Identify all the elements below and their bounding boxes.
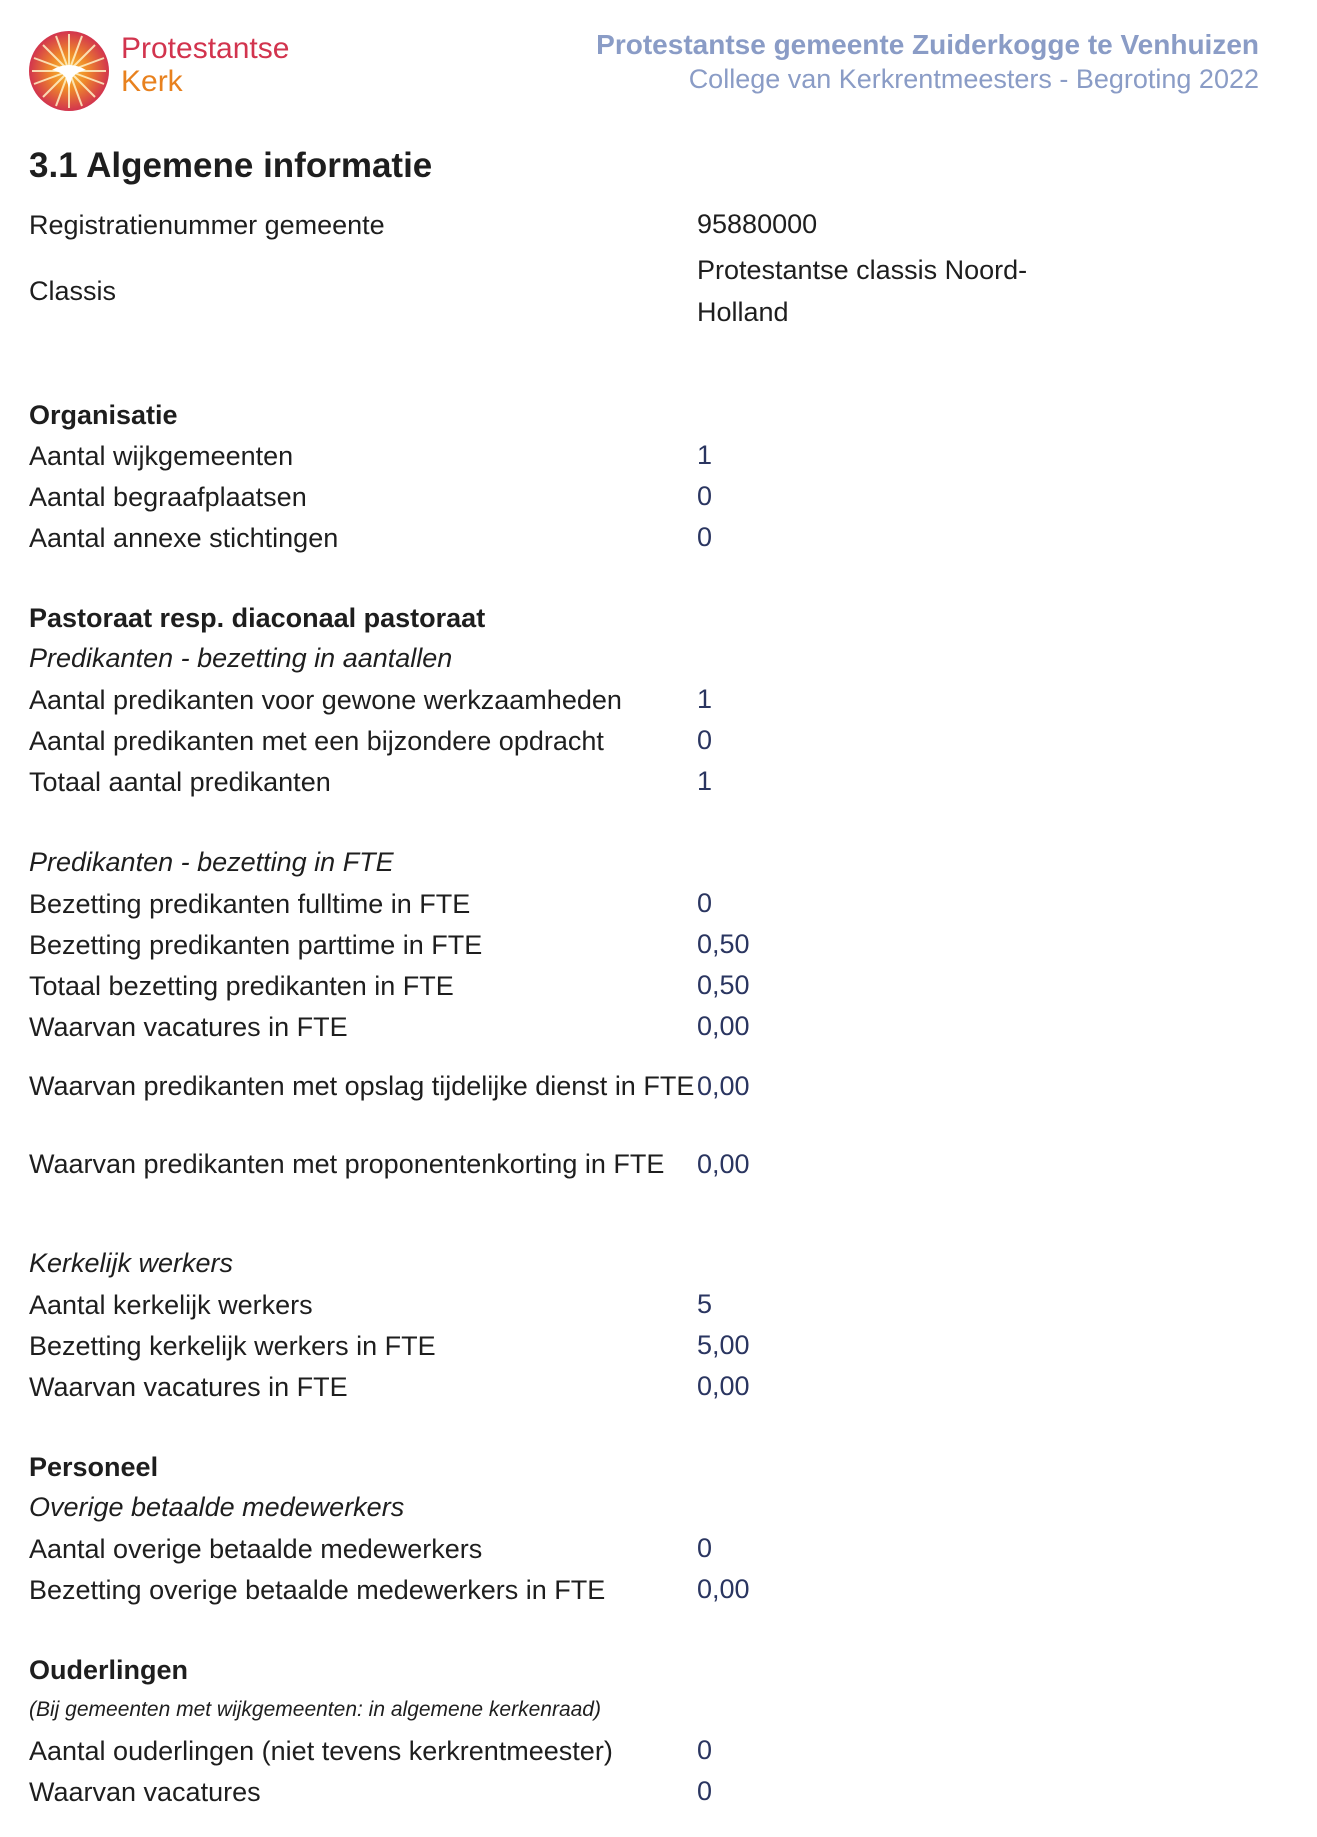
protestantse-kerk-logo-icon <box>28 30 110 112</box>
row-value: 0,50 <box>697 970 750 1000</box>
page-header <box>0 0 1317 130</box>
row-label: Totaal bezetting predikanten in FTE <box>29 970 454 1001</box>
row-value: 0 <box>697 888 713 918</box>
row-label: Aantal predikanten voor gewone werkzaamheden <box>29 684 622 715</box>
classis-row <box>29 247 1269 335</box>
document-subtitle: College van Kerkrentmeesters - Begroting 2022 <box>688 64 1259 94</box>
row-label: Waarvan predikanten met proponentenkorting in FTE <box>29 1148 665 1179</box>
row-label: Aantal predikanten met een bijzondere opdracht <box>29 725 604 756</box>
ouderlingen-note: (Bij gemeenten met wijkgemeenten: in algemene kerkenraad) <box>29 1698 601 1721</box>
row-label: Aantal overige betaalde medewerkers <box>29 1533 483 1564</box>
table-row <box>29 720 1269 761</box>
table-row <box>29 1569 1269 1610</box>
organisatie-list <box>29 435 1269 558</box>
page-title: 3.1 Algemene informatie <box>29 146 433 185</box>
organization-title: Protestantse gemeente Zuiderkogge te Venhuizen <box>596 29 1259 60</box>
table-row <box>29 1366 1269 1407</box>
ouderlingen-heading: Ouderlingen <box>29 1655 189 1685</box>
row-label: Aantal ouderlingen (niet tevens kerkrentmeester) <box>29 1735 613 1766</box>
table-row <box>29 476 1269 517</box>
table-row <box>29 883 1269 924</box>
row-label: Bezetting predikanten fulltime in FTE <box>29 888 471 919</box>
organisatie-heading: Organisatie <box>29 400 178 430</box>
row-label: Aantal annexe stichtingen <box>29 522 339 553</box>
table-row <box>29 761 1269 802</box>
table-row <box>29 1047 1269 1125</box>
row-value: 0 <box>697 481 713 511</box>
row-value: 1 <box>697 766 713 796</box>
table-row <box>29 924 1269 965</box>
table-row <box>29 517 1269 558</box>
predikanten-fte-subheading: Predikanten - bezetting in FTE <box>29 847 394 877</box>
kerkelijk-werkers-subheading: Kerkelijk werkers <box>29 1248 234 1278</box>
pastoraat-heading: Pastoraat resp. diaconaal pastoraat <box>29 603 486 633</box>
table-row <box>29 435 1269 476</box>
row-label: Waarvan vacatures <box>29 1776 261 1807</box>
table-row <box>29 1730 1269 1771</box>
classis-value: Protestantse classis Noord-Holland <box>697 255 1028 327</box>
row-label: Totaal aantal predikanten <box>29 766 331 797</box>
table-row <box>29 1528 1269 1569</box>
predikanten-aantallen-subheading: Predikanten - bezetting in aantallen <box>29 643 453 673</box>
row-value: 0 <box>697 1776 713 1806</box>
table-row <box>29 1125 1269 1203</box>
row-value: 0,00 <box>697 1070 750 1101</box>
row-label: Aantal kerkelijk werkers <box>29 1289 313 1320</box>
table-row <box>29 1325 1269 1366</box>
row-label: Waarvan vacatures in FTE <box>29 1011 348 1042</box>
row-label: Aantal begraafplaatsen <box>29 481 307 512</box>
logo-line1: Protestantse <box>121 32 290 65</box>
overige-medewerkers-subheading: Overige betaalde medewerkers <box>29 1492 405 1522</box>
row-label: Waarvan predikanten met opslag tijdelijke dienst in FTE <box>29 1070 695 1101</box>
row-value: 1 <box>697 440 713 470</box>
registration-value: 95880000 <box>697 209 818 239</box>
header-info <box>596 28 1259 96</box>
table-row <box>29 1284 1269 1325</box>
registration-label: Registratienummer gemeente <box>29 209 385 240</box>
classis-label: Classis <box>29 276 117 306</box>
row-label: Bezetting overige betaalde medewerkers in FTE <box>29 1574 606 1605</box>
table-row <box>29 1006 1269 1047</box>
table-row <box>29 679 1269 720</box>
row-value: 5 <box>697 1289 713 1319</box>
row-label: Waarvan vacatures in FTE <box>29 1371 348 1402</box>
registration-row <box>29 204 1269 245</box>
row-value: 0,00 <box>697 1574 750 1604</box>
row-value: 0 <box>697 725 713 755</box>
row-value: 0,50 <box>697 929 750 959</box>
row-label: Aantal wijkgemeenten <box>29 440 294 471</box>
row-value: 5,00 <box>697 1330 750 1360</box>
row-value: 0,00 <box>697 1011 750 1041</box>
row-value: 0 <box>697 1735 713 1765</box>
logo-text <box>121 32 289 98</box>
logo-line2: Kerk <box>121 65 183 98</box>
table-row <box>29 1771 1269 1812</box>
table-row <box>29 965 1269 1006</box>
row-label: Bezetting kerkelijk werkers in FTE <box>29 1330 436 1361</box>
row-value: 0,00 <box>697 1148 750 1179</box>
info-content <box>29 204 1269 1812</box>
personeel-heading: Personeel <box>29 1452 159 1482</box>
row-value: 0 <box>697 522 713 552</box>
row-value: 0 <box>697 1533 713 1563</box>
row-label: Bezetting predikanten parttime in FTE <box>29 929 483 960</box>
row-value: 0,00 <box>697 1371 750 1401</box>
row-value: 1 <box>697 684 713 714</box>
